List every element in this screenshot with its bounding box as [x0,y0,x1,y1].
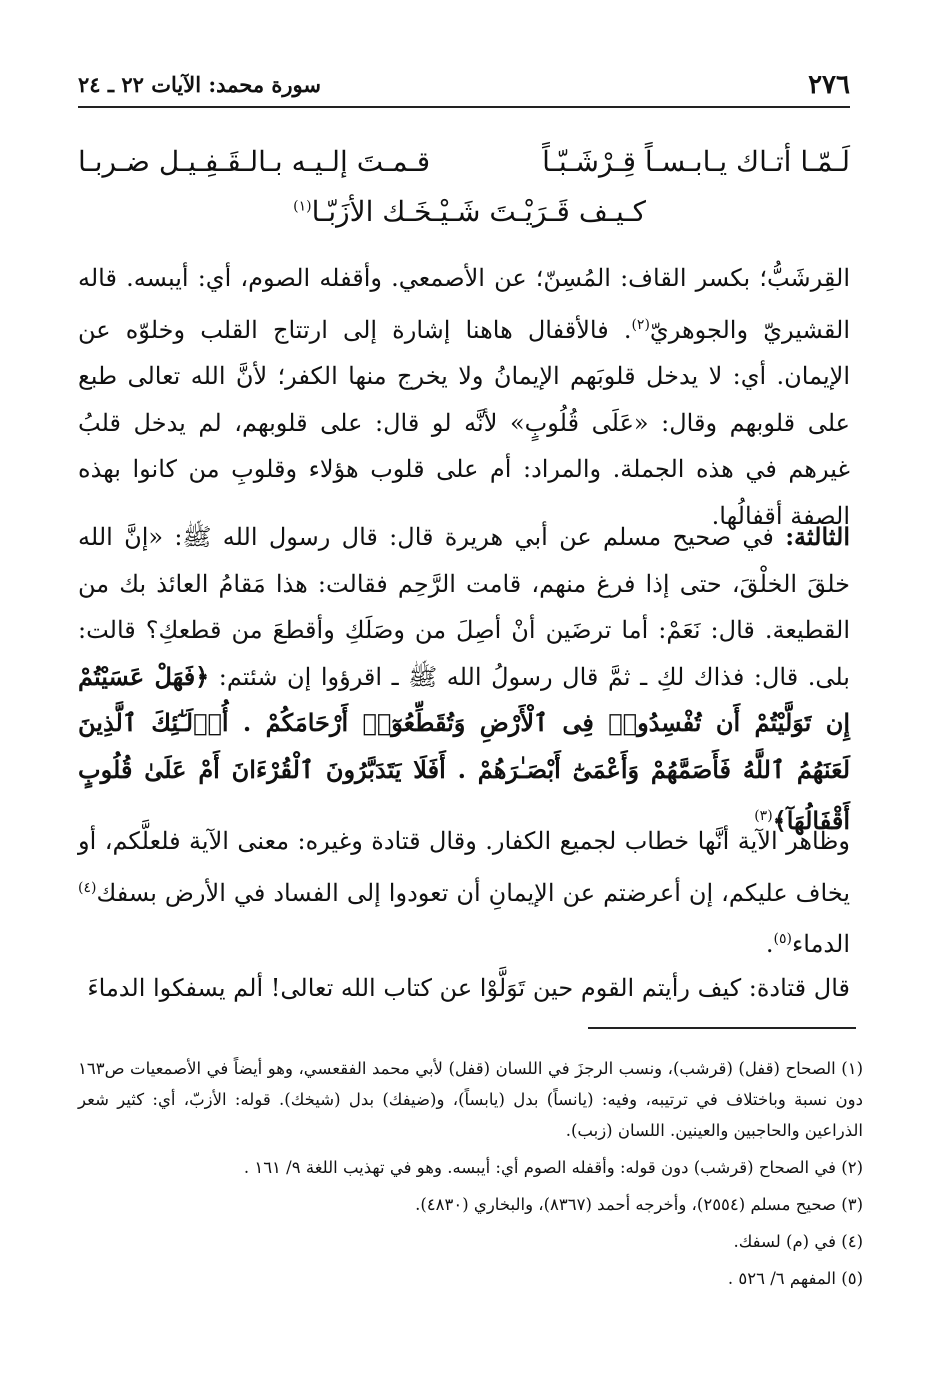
footnotes [78,1053,863,1300]
paragraph-text: . فالأقفال هاهنا إشارة إلى ارتتاج القلب وخلوّه عن الإيمان. أي: لا يدخل قلوبَهم الإيمانُ ولا يخرج منها الكفر؛ لأنَّ الله تعالى طبع على قلوبهم وقال: «عَلَى قُلُوبٍ» لأنَّه لو قال: على قلوبهم، لم يدخل قلبُ غيرهم في هذه الجملة. والمراد: أم على قلوب هؤلاء وقلوبِ من كانوا بهذه الصفة أقفالُها. [78,315,850,530]
footnote: (٤) في (م) لسفك. [733,1232,863,1251]
footnote-ref: (٤) [78,879,97,896]
paragraph [78,818,850,968]
sura-title: سورة محمد: الآيات ٢٢ ـ ٢٤ [78,72,321,97]
paragraph-text: القِرشَبُّ؛ بكسر القاف: المُسِنّ؛ عن الأصمعي. وأقفله الصوم، أي: أيبسه. قاله القشيريّ والجوهريّ [78,264,850,344]
paragraph-text: قال قتادة: كيف رأيتم القوم حين تَوَلَّوْا عن كتاب الله تعالى! ألم يسفكوا الدماءَ [87,974,850,1002]
page-header [78,70,850,108]
footnote-ref: (١) [293,198,312,215]
page-number: ٢٧٦ [808,70,850,100]
footnote: (٥) المفهم ٦/ ٥٢٦ . [727,1269,863,1288]
poem-hemistich-2: قـمـتَ إلـيـه بـالـقَـفِـيـل ضـربـا [78,145,431,178]
paragraph-text: . [765,930,774,958]
footnote-separator [588,1027,856,1029]
footnote-ref: (٥) [773,931,792,947]
footnote: (٣) صحيح مسلم (٢٥٥٤)، وأخرجه أحمد (٨٣٦٧)، والبخاري (٤٨٣٠). [415,1195,863,1214]
footnote: (١) الصحاح (قفل) (قرشب)، ونسب الرجزَ في اللسان (قفل) لأبي محمد الفقعسي، وهو أيضاً في الأصمعيات ص١٦٣ دون نسبة وباختلاف في ترتيبه، وفيه: (يانساً) بدل (يابساً)، و(ضيفك) بدل (شيخك). قوله: الأزبّ، أي: كثير شعر الذراعين والحاجبين والعينين. اللسان (زبب). [78,1059,863,1140]
footnote: (٢) في الصحاح (قرشب) دون قوله: وأقفله الصوم أي: أيبسه. وهو في تهذيب اللغة ٩/ ١٦١ . [243,1158,863,1177]
paragraph [78,965,850,1012]
poem-line-text: كـيـف قَـرَيْـتَ شَـيْـخَـك الأزَبّـا [311,195,646,228]
quran-quote: ﴿فَهَلْ عَسَيْتُمْ إِن تَوَلَّيْتُمْ أَن تُفْسِدُوا۟ فِى ٱلْأَرْضِ وَتُقَطِّعُوٓا۟ أَرْحَامَكُمْ . أُو۟لَـٰٓئِكَ ٱلَّذِينَ لَعَنَهُمُ ٱللَّهُ فَأَصَمَّهُمْ وَأَعْمَىٰٓ أَبْصَـٰرَهُمْ . أَفَلَا يَتَدَبَّرُونَ ٱلْقُرْءَانَ أَمْ عَلَىٰ قُلُوبٍ أَقْفَالُهَآ﴾ [78,661,850,835]
poem-hemistich-1: لَـمّـا أتـاك يـابـسـاً قِـرْشَـبّـاً [542,145,850,178]
footnote-ref: (٢) [631,316,650,333]
paragraph-text: الدماء [791,930,850,958]
paragraph [78,255,850,539]
paragraph [78,514,850,845]
paragraph-text: وظاهر الآية أنَّها خطاب لجميع الكفار. وقال قتادة وغيره: معنى الآية فلعلَّكم، أو يخاف عليكم، إن أعرضتم عن الإيمانِ أن تعودوا إلى الفساد في الأرض بسفك [78,827,850,907]
footnote-ref: (٣) [754,808,773,824]
section-lead: الثالثة: [785,522,851,551]
poem-hemistich-3 [293,195,646,228]
paragraph-text: في صحيح مسلم عن أبي هريرة قال: قال رسول الله ﷺ: «إنَّ الله خلقَ الخلْقَ، حتى إذا فرغ منهم، قامت الرَّحِم فقالت: هذا مَقامُ العائذ بك من القطيعة. قال: نَعَمْ: أما ترضَين أنْ أصِلَ من وصَلَكِ وأقطعَ من قطعكِ؟ قالت: بلى. قال: فذاك لكِ ـ ثمَّ قال رسولُ الله ﷺ ـ اقرؤوا إن شئتم: [78,523,850,691]
